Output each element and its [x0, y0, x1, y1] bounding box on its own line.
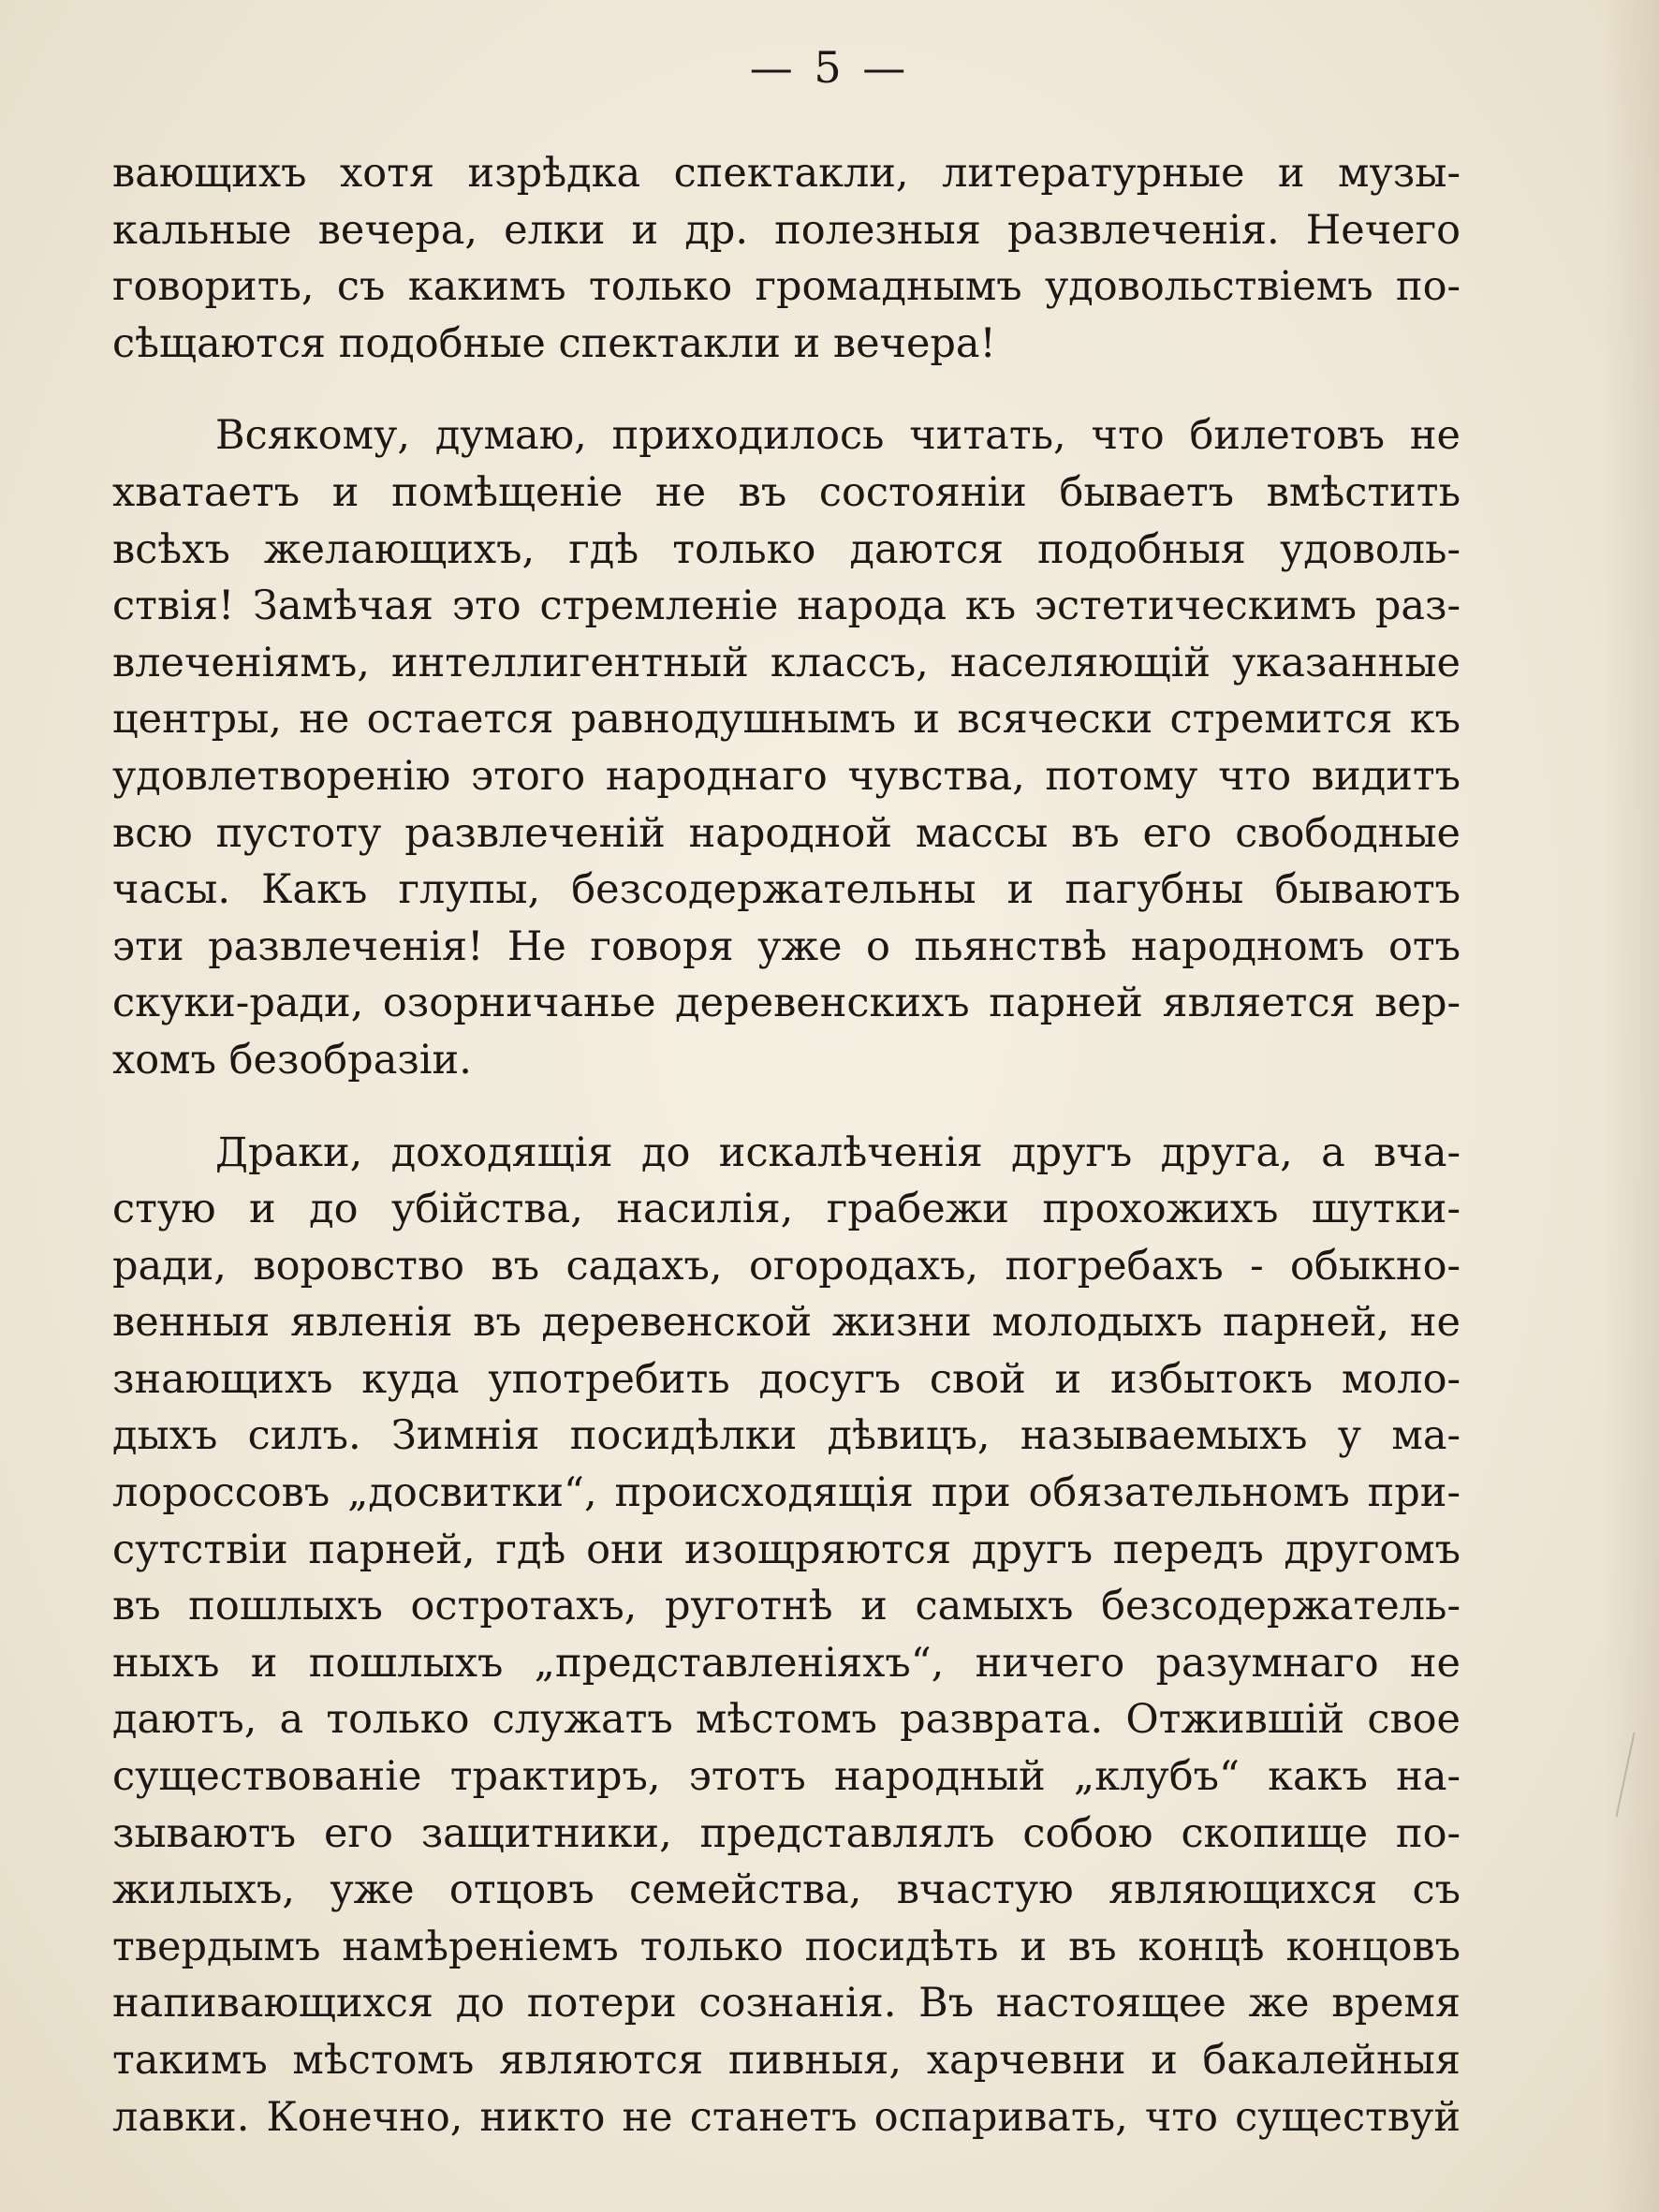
text-line: знающихъ куда употребить досугъ свой и избытокъ моло- [112, 1355, 1461, 1403]
text-line: стую и до убійства, насилія, грабежи прохожихъ шутки- [112, 1186, 1461, 1233]
text-line: сѣщаются подобные спектакли и вечера! [112, 319, 996, 367]
text-line: эти развлеченія! Не говоря уже о пьянствѣ народномъ отъ [112, 922, 1461, 970]
text-line: удовлетворенію этого народнаго чувства, потому что видитъ [112, 752, 1461, 800]
text-line: ради, воровство въ садахъ, огородахъ, погребахъ - обыкно- [112, 1242, 1461, 1290]
paragraph-2 [112, 407, 1461, 1088]
text-line: всю пустоту развлеченій народной массы въ его свободные [112, 809, 1461, 857]
text-line: напивающихся до потери сознанія. Въ настоящее же время [112, 1980, 1461, 2028]
text-line: всѣхъ желающихъ, гдѣ только даются подобныя удоволь- [112, 525, 1461, 573]
text-line: лороссовъ „досвитки“, происходящія при обязательномъ при- [112, 1469, 1461, 1517]
text-line: сутствіи парней, гдѣ они изощряются другъ передъ другомъ [112, 1526, 1461, 1573]
text-line: жилыхъ, уже отцовъ семейства, вчастую являющихся съ [112, 1866, 1461, 1914]
text-line: скуки-ради, озорничанье деревенскихъ парней является вер- [112, 980, 1461, 1027]
text-line: Всякому, думаю, приходилось читать, что билетовъ не [215, 412, 1461, 460]
text-line: даютъ, а только служатъ мѣстомъ разврата. Отжившій свое [112, 1696, 1461, 1744]
page-number: — 5 — [749, 42, 910, 93]
text-line: вающихъ хотя изрѣдка спектакли, литературные и музы- [112, 150, 1461, 197]
text-line: влеченіямъ, интеллигентный классъ, населяющій указанные [112, 639, 1461, 686]
text-line: ныхъ и пошлыхъ „представленіяхъ“, ничего разумнаго не [112, 1639, 1461, 1687]
text-line: такимъ мѣстомъ являются пивныя, харчевни и бакалейныя [112, 2037, 1461, 2084]
text-line: въ пошлыхъ остротахъ, руготнѣ и самыхъ безсодержатель- [112, 1583, 1461, 1630]
text-line: часы. Какъ глупы, безсодержательны и пагубны бываютъ [112, 866, 1461, 914]
text-line: лавки. Конечно, никто не станетъ оспаривать, что существуй [112, 2093, 1461, 2141]
text-line: кальные вечера, елки и др. полезныя развлеченія. Нечего [112, 206, 1461, 254]
text-line: говорить, съ какимъ только громаднымъ удовольствіемъ по- [112, 263, 1461, 311]
text-line: хомъ безобразіи. [112, 1036, 472, 1084]
paragraph-1 [112, 145, 1461, 372]
text-line: центры, не остается равнодушнымъ и всячески стремится къ [112, 696, 1461, 744]
text-line: твердымъ намѣреніемъ только посидѣть и въ концѣ концовъ [112, 1923, 1461, 1970]
paragraph-3 [112, 1125, 1461, 2146]
text-line: дыхъ силъ. Зимнія посидѣлки дѣвицъ, называемыхъ у ма- [112, 1412, 1461, 1460]
text-line: хватаетъ и помѣщеніе не въ состояніи бываетъ вмѣстить [112, 468, 1461, 516]
text-line: зываютъ его защитники, представлялъ собою скопище по- [112, 1809, 1461, 1857]
text-line: существованіе трактиръ, этотъ народный „клубъ“ какъ на- [112, 1753, 1461, 1801]
text-line: венныя явленія въ деревенской жизни молодыхъ парней, не [112, 1299, 1461, 1347]
body-text [112, 145, 1461, 2146]
text-line: Драки, доходящія до искалѣченія другъ друга, а вча- [215, 1128, 1461, 1176]
text-line: ствія! Замѣчая это стремленіе народа къ эстетическимъ раз- [112, 582, 1461, 630]
page-edge-shadow [1603, 0, 1659, 2212]
